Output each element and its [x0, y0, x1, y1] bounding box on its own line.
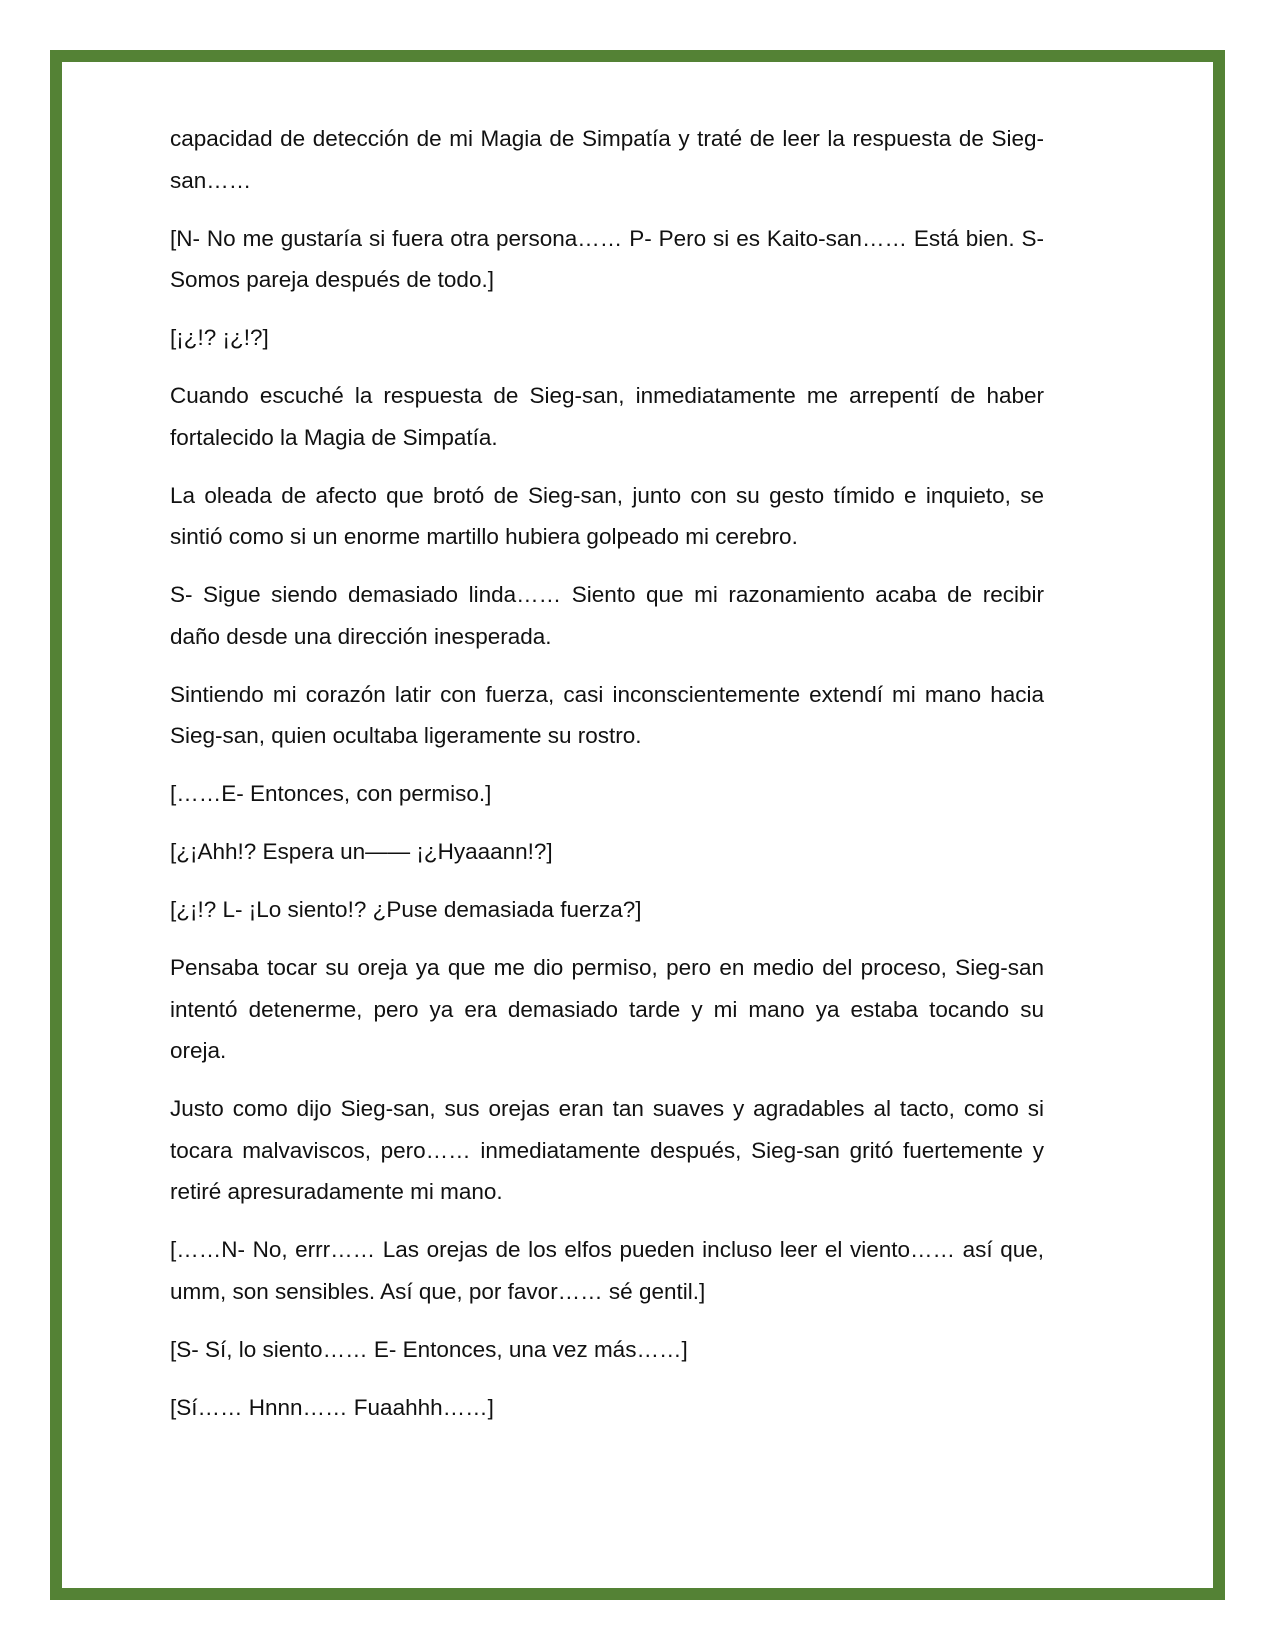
- paragraph: [¿¡Ahh!? Espera un—— ¡¿Hyaaann!?]: [170, 839, 553, 864]
- paragraph: [……E- Entonces, con permiso.]: [170, 781, 492, 806]
- paragraph: [¡¿!? ¡¿!?]: [170, 325, 269, 350]
- paragraph: La oleada de afecto que brotó de Sieg-san, junto con su gesto tímido e inquieto, se sintió como si un enorme martillo hubiera golpeado mi cerebro.: [170, 482, 1044, 549]
- paragraph: [Sí…… Hnnn…… Fuaahhh……]: [170, 1394, 494, 1420]
- paragraph: S- Sigue siendo demasiado linda…… Siento que mi razonamiento acaba de recibir daño desde una dirección inesperada.: [170, 582, 1044, 649]
- paragraph: [S- Sí, lo siento…… E- Entonces, una vez más……]: [170, 1336, 688, 1362]
- paragraph: [N- No me gustaría si fuera otra persona…… P- Pero si es Kaito-san…… Está bien. S- Somos pareja después de todo.]: [170, 225, 1044, 292]
- paragraph: capacidad de detección de mi Magia de Simpatía y traté de leer la respuesta de Sieg-san……: [170, 126, 1044, 193]
- paragraph: [¿¡!? L- ¡Lo siento!? ¿Puse demasiada fuerza?]: [170, 897, 642, 922]
- paragraph: Cuando escuché la respuesta de Sieg-san, inmediatamente me arrepentí de haber fortalecido la Magia de Simpatía.: [170, 383, 1044, 450]
- paragraph: Justo como dijo Sieg-san, sus orejas eran tan suaves y agradables al tacto, como si tocara malvaviscos, pero…… inmediatamente después, Sieg-san gritó fuertemente y retiré apresuradamente mi mano.: [170, 1096, 1044, 1204]
- document-body: [170, 118, 1044, 1445]
- paragraph: Sintiendo mi corazón latir con fuerza, casi inconscientemente extendí mi mano hacia Sieg-san, quien ocultaba ligeramente su rostro.: [170, 681, 1044, 748]
- paragraph: [……N- No, errr…… Las orejas de los elfos pueden incluso leer el viento…… así que, umm, son sensibles. Así que, por favor…… sé gentil.]: [170, 1237, 1044, 1304]
- paragraph: Pensaba tocar su oreja ya que me dio permiso, pero en medio del proceso, Sieg-san intentó detenerme, pero ya era demasiado tarde y mi mano ya estaba tocando su oreja.: [170, 955, 1044, 1063]
